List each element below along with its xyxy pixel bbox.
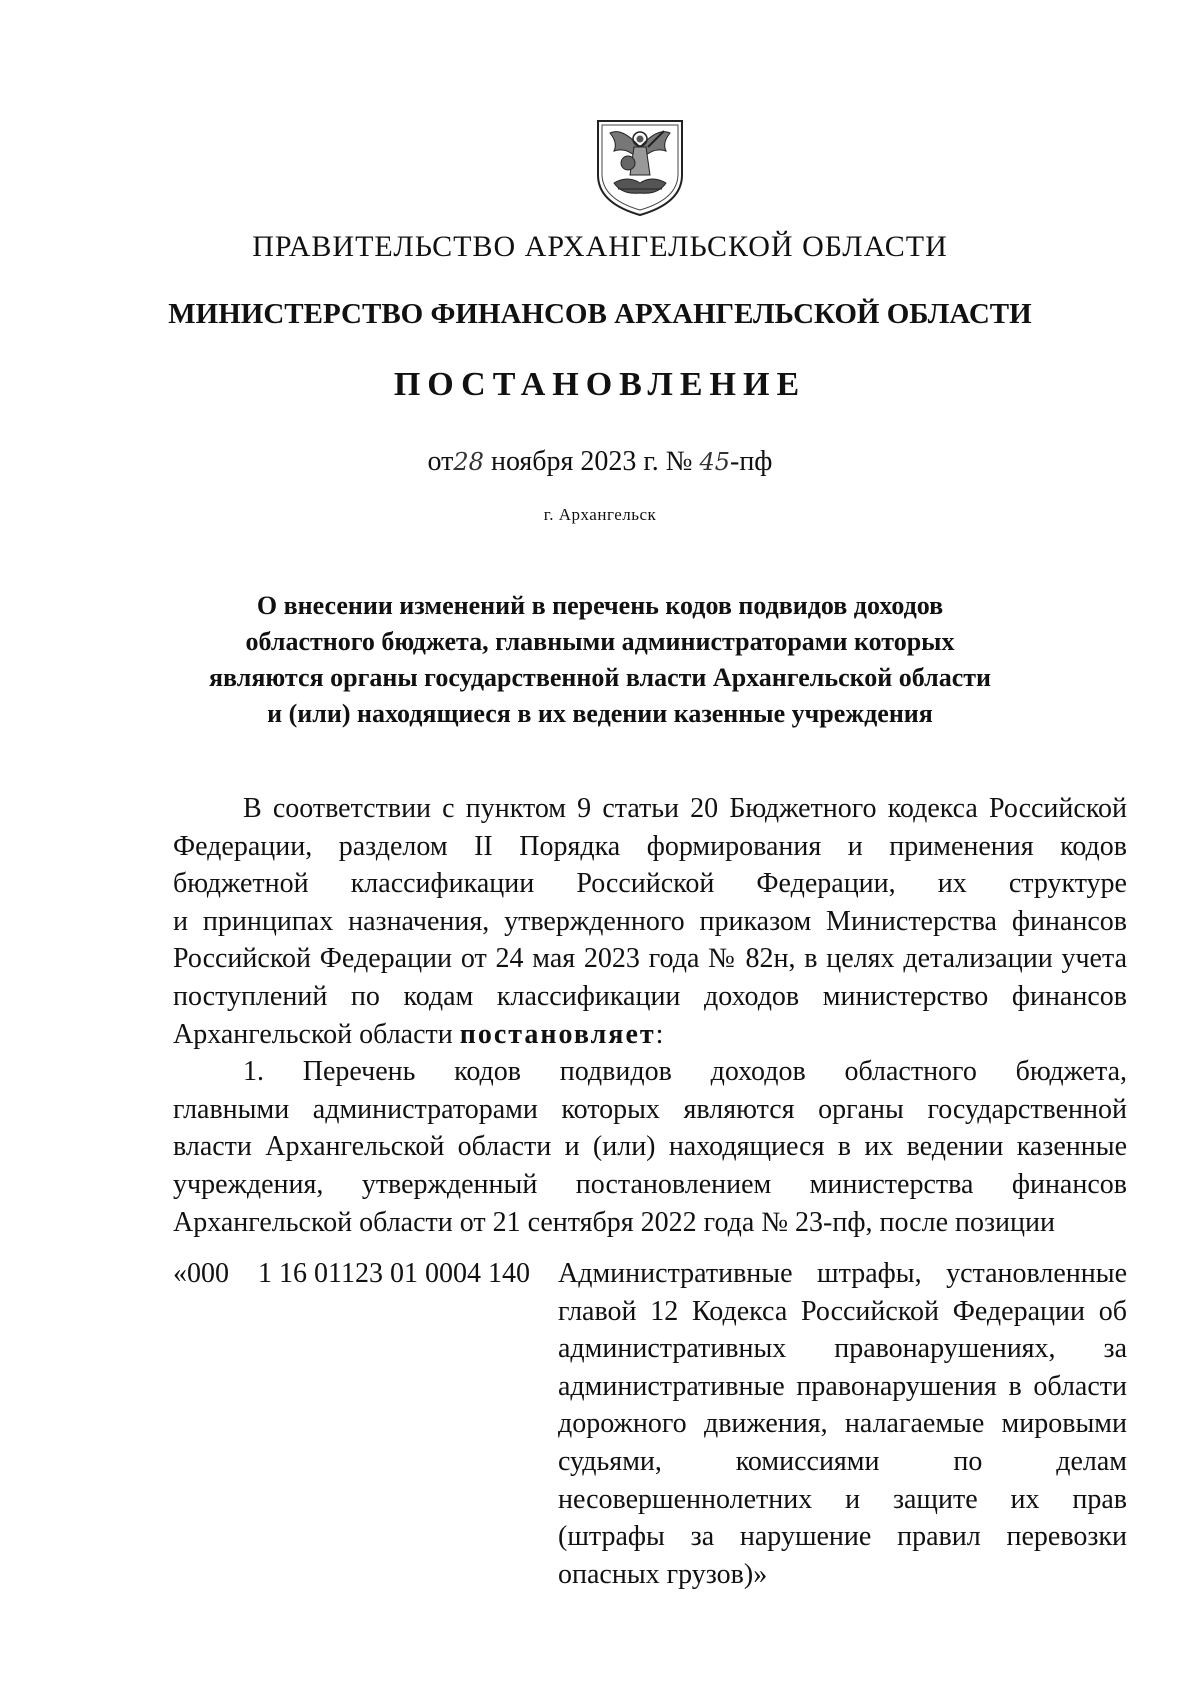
description-line: (штрафы за нарушение правил перевозки xyxy=(558,1521,1127,1553)
item-1-line: главными администраторами которых являются органы государственной xyxy=(173,1093,1127,1125)
description-line: главой 12 Кодекса Российской Федерации об xyxy=(558,1295,1127,1327)
description-line: дорожного движения, налагаемые мировыми xyxy=(558,1408,1127,1440)
handwritten-doc-number: 45 xyxy=(699,448,730,476)
description-line: опасных грузов)» xyxy=(558,1558,768,1590)
description-line: административные правонарушения в области xyxy=(558,1370,1127,1402)
document-type: ПОСТАНОВЛЕНИЕ xyxy=(393,366,807,403)
preamble-last-end: : xyxy=(655,1018,664,1050)
date-rest: ноября 2023 г. № xyxy=(483,446,700,477)
body-line: В соответствии с пунктом 9 статьи 20 Бюджетного кодекса Российской xyxy=(243,793,1127,824)
description-line: судьями, комиссиями по делам xyxy=(558,1445,1127,1477)
item-1-line: 1. Перечень кодов подвидов доходов областного бюджета, xyxy=(243,1056,1127,1088)
body-line: бюджетной классификации Российской Федерации, их структуре xyxy=(173,868,1127,900)
preamble-last-start: Архангельской области xyxy=(173,1018,460,1050)
description-line: административных правонарушениях, за xyxy=(558,1333,1127,1365)
subject-line: являются органы государственной власти Архангельской области xyxy=(208,663,992,692)
arkhangelsk-coat-of-arms-icon xyxy=(592,117,688,217)
body-text xyxy=(173,790,1127,1241)
body-line: Российской Федерации от 24 мая 2023 года № 82н, в целях детализации учета xyxy=(173,943,1127,975)
number-suffix: -пф xyxy=(730,446,773,477)
subject-line: О внесении изменений в перечень кодов подвидов доходов xyxy=(256,591,944,620)
admin-code: «000 xyxy=(173,1258,229,1289)
date-prefix: от xyxy=(427,446,454,477)
handwritten-date-day: 28 xyxy=(453,448,484,476)
date-line xyxy=(0,446,1200,478)
body-line: и принципах назначения, утвержденного приказом Министерства финансов xyxy=(173,905,1127,937)
income-code: 1 16 01123 01 0004 140 xyxy=(258,1258,530,1289)
body-line: поступлений по кодам классификации доходов министерство финансов xyxy=(173,980,1127,1012)
body-line: Федерации, разделом II Порядка формирования и применения кодов xyxy=(173,830,1127,862)
body-line xyxy=(173,1016,1127,1054)
city: г. Архангельск xyxy=(543,505,657,524)
item-1-line: Архангельской области от 21 сентября 2022 года № 23-пф, после позиции xyxy=(173,1206,1055,1238)
ministry-title: МИНИСТЕРСТВО ФИНАНСОВ АРХАНГЕЛЬСКОЙ ОБЛАСТИ xyxy=(168,298,1032,330)
government-title: ПРАВИТЕЛЬСТВО АРХАНГЕЛЬСКОЙ ОБЛАСТИ xyxy=(252,230,948,263)
subject-line: областного бюджета, главными администраторами которых xyxy=(245,627,955,656)
item-1-line: власти Архангельской области и (или) находящиеся в их ведении казенные xyxy=(173,1131,1127,1163)
document-subject xyxy=(200,588,1000,732)
keyword-postanovlyaet: постановляет xyxy=(459,1018,656,1050)
description-line: Административные штрафы, установленные xyxy=(558,1258,1127,1289)
description-line: несовершеннолетних и защите их прав xyxy=(558,1483,1127,1515)
subject-line: и (или) находящиеся в их ведении казенные учреждения xyxy=(267,699,933,728)
entry-description xyxy=(558,1255,1127,1593)
item-1-line: учреждения, утвержденный постановлением министерства финансов xyxy=(173,1168,1127,1200)
